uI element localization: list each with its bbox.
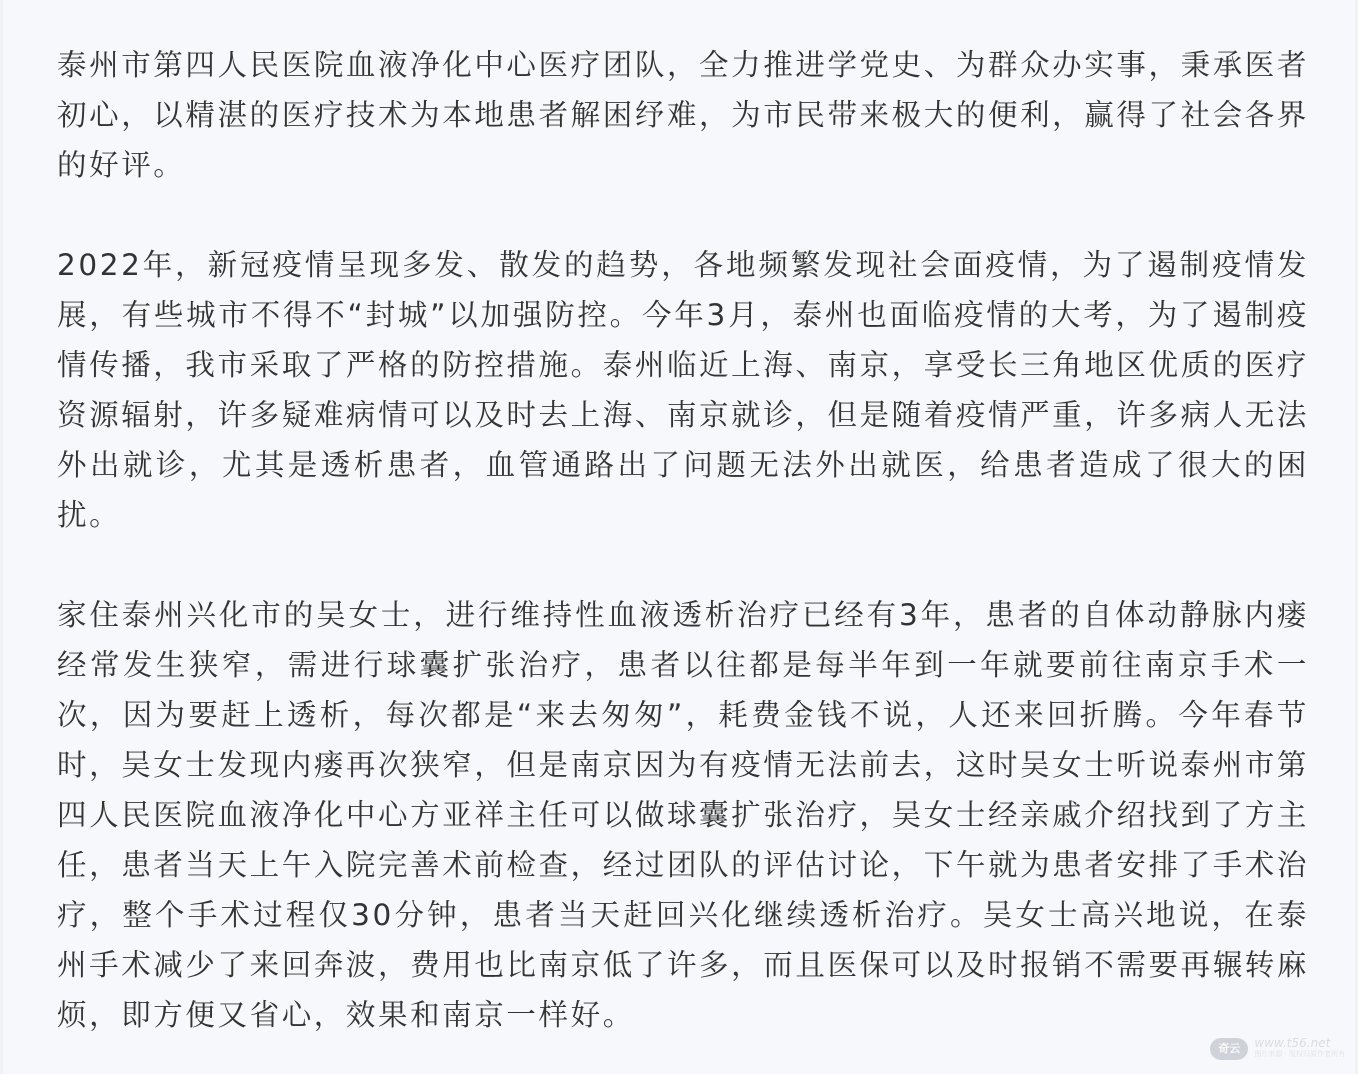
article-paragraph-3: 家住泰州兴化市的吴女士，进行维持性血液透析治疗已经有3年，患者的自体动静脉内瘘经常发生狭窄，需进行球囊扩张治疗，患者以往都是每半年到一年就要前往南京手术一次，因为要赶上透析，每次都是“来去匆匆”，耗费金钱不说，人还来回折腾。今年春节时，吴女士发现内瘘再次狭窄，但是南京因为有疫情无法前去，这时吴女士听说泰州市第四人民医院血液净化中心方亚祥主任可以做球囊扩张治疗，吴女士经亲戚介绍找到了方主任，患者当天上午入院完善术前检查，经过团队的评估讨论，下午就为患者安排了手术治疗，整个手术过程仅30分钟，患者当天赶回兴化继续透析治疗。吴女士高兴地说，在泰州手术减少了来回奔波，费用也比南京低了许多，而且医保可以及时报销不需要再辗转麻烦，即方便又省心，效果和南京一样好。 <box>57 598 1309 1032</box>
article-paragraph-1: 泰州市第四人民医院血液净化中心医疗团队，全力推进学党史、为群众办实事，秉承医者初心，以精湛的医疗技术为本地患者解困纾难，为市民带来极大的便利，赢得了社会各界的好评。 <box>57 48 1309 182</box>
watermark-url: www.t56.net <box>1254 1036 1331 1050</box>
watermark-subtext: 图片来源 · 版权归原作者所有 <box>1254 1050 1345 1058</box>
article-body <box>57 40 1309 1040</box>
article-paragraph-2: 2022年，新冠疫情呈现多发、散发的趋势，各地频繁发现社会面疫情，为了遏制疫情发展，有些城市不得不“封城”以加强防控。今年3月，泰州也面临疫情的大考，为了遏制疫情传播，我市采取了严格的防控措施。泰州临近上海、南京，享受长三角地区优质的医疗资源辐射，许多疑难病情可以及时去上海、南京就诊，但是随着疫情严重，许多病人无法外出就诊，尤其是透析患者，血管通路出了问题无法外出就医，给患者造成了很大的困扰。 <box>57 248 1309 532</box>
watermark-text <box>1254 1038 1345 1060</box>
watermark-logo-icon: 奇云 <box>1210 1038 1248 1060</box>
watermark <box>1210 1038 1345 1060</box>
